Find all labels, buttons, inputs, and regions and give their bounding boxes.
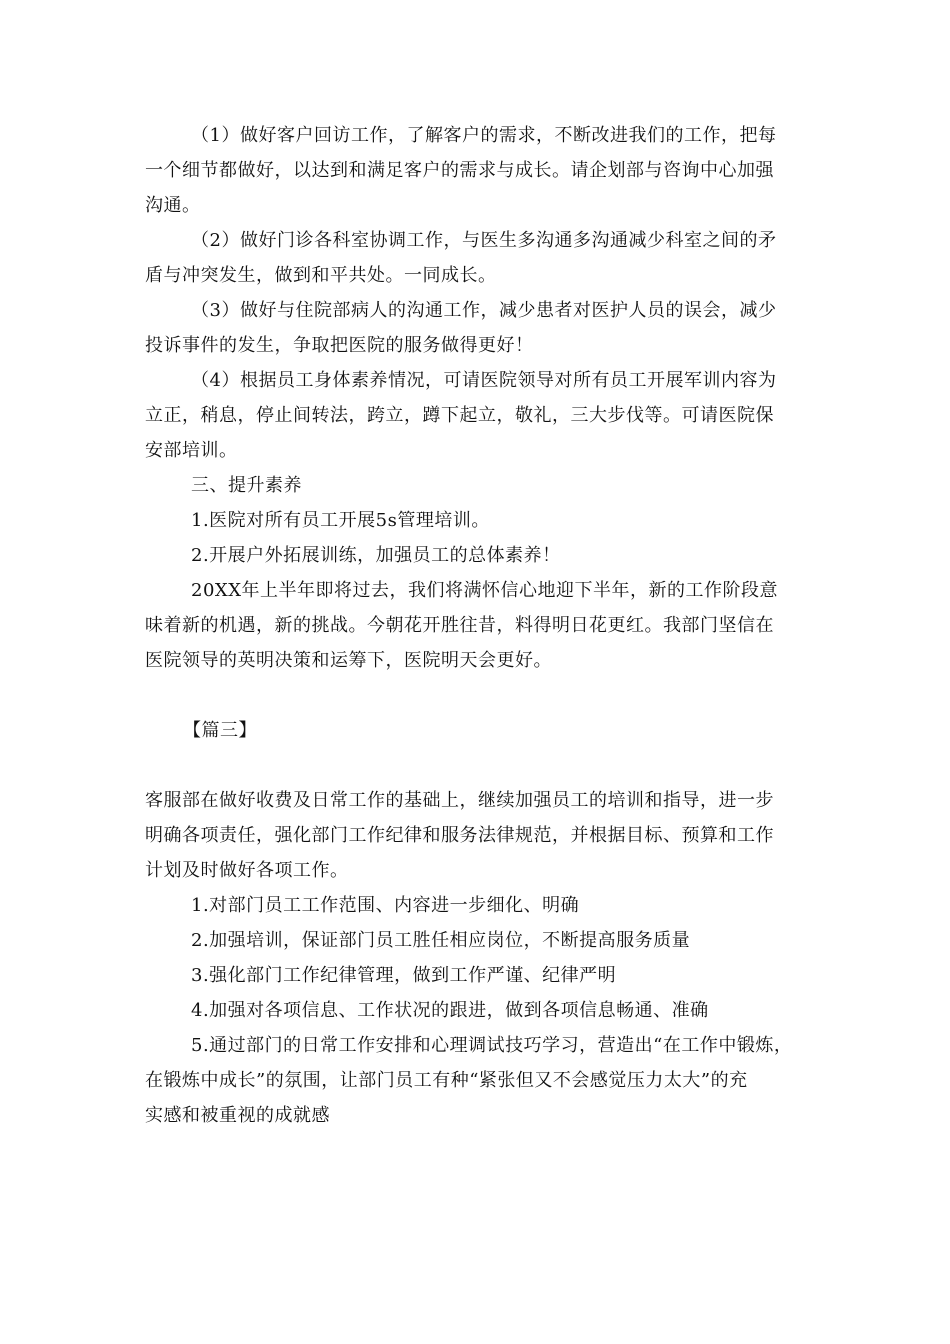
paragraph-line: 20XX年上半年即将过去，我们将满怀信心地迎下半年，新的工作阶段意 <box>191 580 779 601</box>
paragraph-line: 投诉事件的发生，争取把医院的服务做得更好！ <box>145 335 534 356</box>
paragraph-line: 医院领导的英明决策和运筹下，医院明天会更好。 <box>145 650 552 671</box>
paragraph-line: 沟通。 <box>145 195 201 216</box>
paragraph-line: 立正，稍息，停止间转法，跨立，蹲下起立，敬礼，三大步伐等。可请医院保 <box>145 405 774 426</box>
paragraph-line: 实感和被重视的成就感 <box>145 1105 330 1126</box>
paragraph-line: 一个细节都做好，以达到和满足客户的需求与成长。请企划部与咨询中心加强 <box>145 160 774 181</box>
list-item: 1.对部门员工工作范围、内容进一步细化、明确 <box>191 895 580 916</box>
paragraph-line: （2）做好门诊各科室协调工作，与医生多沟通多沟通减少科室之间的矛 <box>191 230 777 251</box>
paragraph-line: 味着新的机遇，新的挑战。今朝花开胜往昔，料得明日花更红。我部门坚信在 <box>145 615 774 636</box>
list-item: 1.医院对所有员工开展5s管理培训。 <box>191 510 490 531</box>
list-item: 4.加强对各项信息、工作状况的跟进，做到各项信息畅通、准确 <box>191 1000 709 1021</box>
paragraph-line: 盾与冲突发生，做到和平共处。一同成长。 <box>145 265 497 286</box>
list-item: 2.加强培训，保证部门员工胜任相应岗位，不断提高服务质量 <box>191 930 691 951</box>
paragraph-line: 在锻炼中成长”的氛围，让部门员工有种“紧张但又不会感觉压力太大”的充 <box>145 1070 748 1091</box>
paragraph-line: （3）做好与住院部病人的沟通工作，减少患者对医护人员的误会，减少 <box>191 300 777 321</box>
list-item: 5.通过部门的日常工作安排和心理调试技巧学习，营造出“在工作中锻炼， <box>191 1035 793 1056</box>
paragraph-line: （4）根据员工身体素养情况，可请医院领导对所有员工开展军训内容为 <box>191 370 777 391</box>
part-title: 【篇三】 <box>183 720 257 741</box>
paragraph-line: 安部培训。 <box>145 440 238 461</box>
paragraph-line: 明确各项责任，强化部门工作纪律和服务法律规范，并根据目标、预算和工作 <box>145 825 774 846</box>
section-heading: 三、提升素养 <box>191 475 302 496</box>
list-item: 3.强化部门工作纪律管理，做到工作严谨、纪律严明 <box>191 965 617 986</box>
paragraph-line: 客服部在做好收费及日常工作的基础上，继续加强员工的培训和指导，进一步 <box>145 790 774 811</box>
paragraph-line: 计划及时做好各项工作。 <box>145 860 349 881</box>
list-item: 2.开展户外拓展训练，加强员工的总体素养！ <box>191 545 561 566</box>
paragraph-line: （1）做好客户回访工作，了解客户的需求，不断改进我们的工作，把每 <box>191 125 777 146</box>
